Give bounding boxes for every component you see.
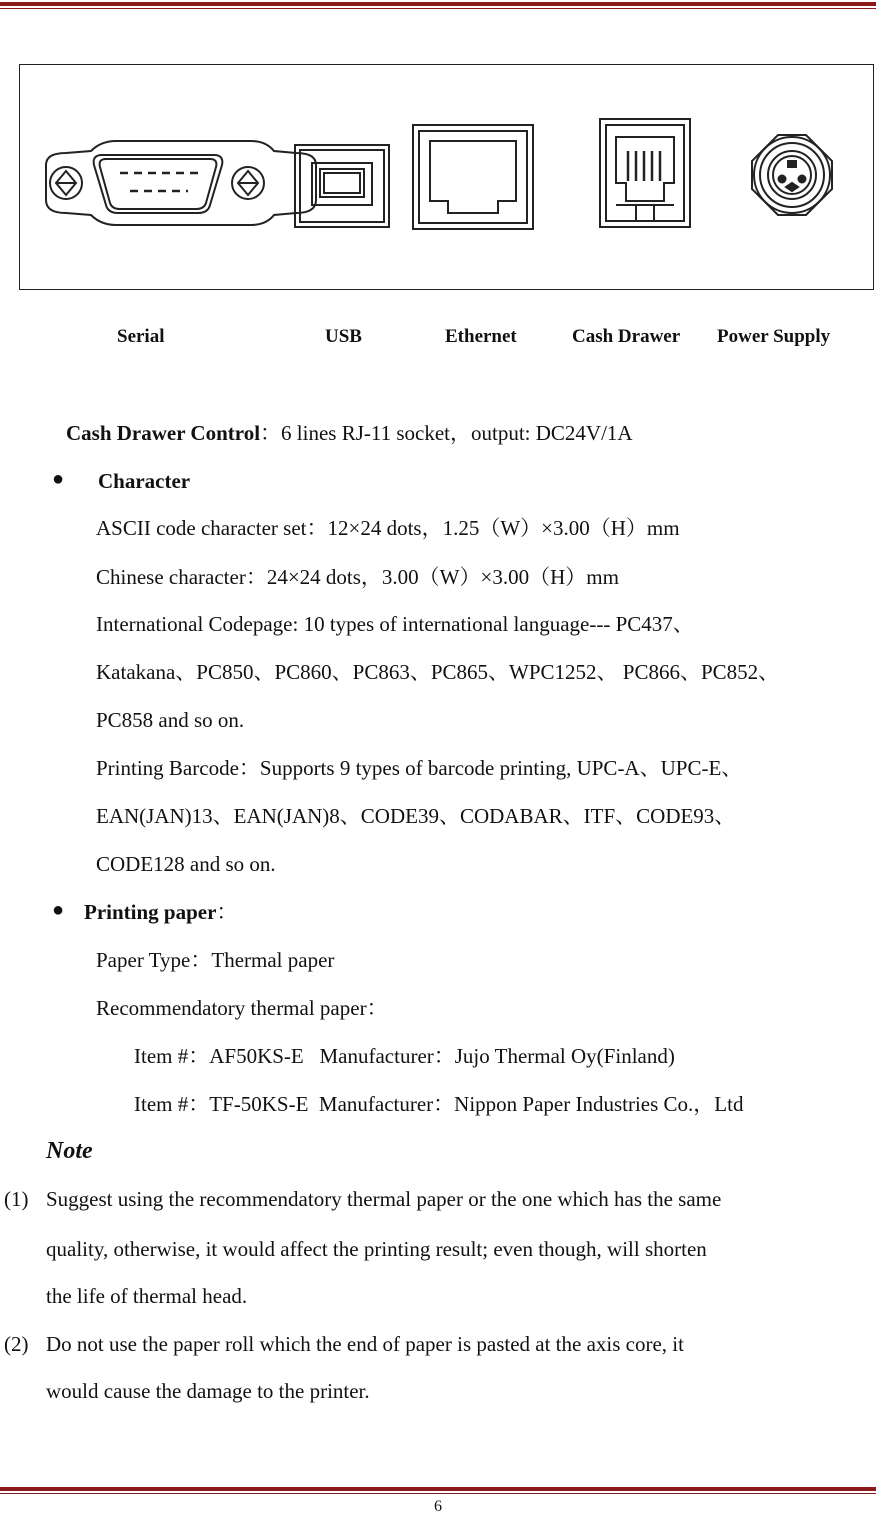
character-line: ASCII code character set：12×24 dots，1.25（W）×3.00（H）mm [96, 516, 680, 540]
printing-paper-bullet: ● [52, 899, 65, 921]
character-line: Katakana、PC850、PC860、PC863、PC865、WPC1252、 PC866、PC852、 [96, 660, 780, 684]
cash-drawer-control-label: Cash Drawer Control [66, 421, 261, 445]
serial-port-icon [46, 141, 316, 225]
note-line: the life of thermal head. [46, 1284, 248, 1308]
note-number: (2) [4, 1332, 29, 1356]
cash-drawer-control [66, 420, 633, 446]
character-line: EAN(JAN)13、EAN(JAN)8、CODE39、CODABAR、ITF、CODE93、 [96, 804, 736, 828]
recommended-paper: Recommendatory thermal paper： [96, 996, 388, 1020]
bottom-rule [0, 1487, 876, 1494]
paper-item: Item #：TF-50KS-E Manufacturer：Nippon Paper Industries Co.，Ltd [134, 1092, 744, 1116]
usb-label: USB [325, 326, 362, 347]
paper-type: Paper Type：Thermal paper [96, 948, 335, 972]
page-number: 6 [434, 1498, 442, 1515]
note-heading: Note [46, 1138, 93, 1164]
connector-panel [19, 64, 874, 290]
character-line: Chinese character：24×24 dots，3.00（W）×3.00（H）mm [96, 565, 619, 589]
note-line: Suggest using the recommendatory thermal paper or the one which has the same [46, 1187, 722, 1211]
connector-diagram [20, 65, 875, 291]
note-line: Do not use the paper roll which the end of paper is pasted at the axis core, it [46, 1332, 684, 1356]
note-line: would cause the damage to the printer. [46, 1379, 370, 1403]
character-heading: Character [98, 469, 191, 493]
note-line: quality, otherwise, it would affect the printing result; even though, will shorten [46, 1237, 707, 1261]
printing-paper-heading-text: Printing paper [84, 900, 217, 924]
note-number: (1) [4, 1187, 29, 1211]
power-supply-label: Power Supply [717, 326, 831, 347]
cash-drawer-label: Cash Drawer [572, 326, 681, 347]
cash-drawer-port-icon [600, 119, 690, 227]
character-line: PC858 and so on. [96, 708, 245, 732]
character-line: International Codepage: 10 types of international language--- PC437、 [96, 612, 694, 636]
ethernet-port-icon [413, 125, 533, 229]
power-supply-port-icon [752, 135, 832, 215]
character-line: Printing Barcode：Supports 9 types of barcode printing, UPC-A、UPC-E、 [96, 756, 743, 780]
serial-label: Serial [117, 326, 165, 347]
printing-paper-heading-suffix: ： [216, 900, 238, 924]
paper-item: Item #：AF50KS-E Manufacturer：Jujo Thermal Oy(Finland) [134, 1044, 675, 1068]
cash-drawer-control-text: ：6 lines RJ-11 socket，output: DC24V/1A [260, 421, 633, 445]
usb-port-icon [295, 145, 389, 227]
printing-paper-heading [84, 899, 237, 925]
ethernet-label: Ethernet [445, 326, 517, 347]
character-line: CODE128 and so on. [96, 852, 276, 876]
top-rule [0, 2, 876, 9]
character-bullet: ● [52, 468, 65, 490]
